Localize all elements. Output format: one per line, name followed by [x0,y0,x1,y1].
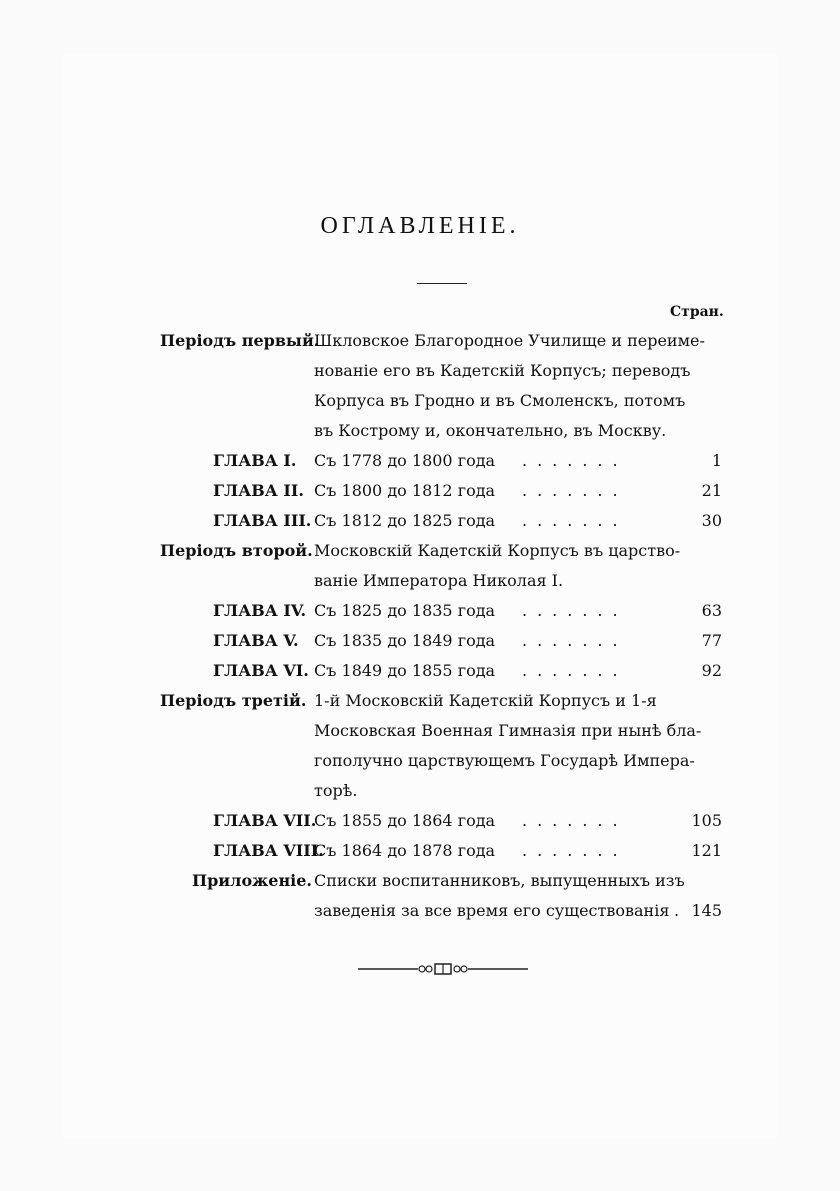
period-2-line-2: ваніе Императора Николая I. [314,571,564,590]
chapter-1-label: ГЛАВА I. [213,451,297,470]
appendix-line-1: Списки воспитанниковъ, выпущенныхъ изъ [314,871,685,890]
period-1-line-3: Корпуса въ Гродно и въ Смоленскъ, потомъ [314,391,686,410]
chapter-8-text: Съ 1864 до 1878 года [314,841,496,860]
chapter-8-page: 121 [691,841,722,860]
chapter-5-leader: ....... [522,631,628,650]
appendix-label: Приложеніе. [192,871,312,890]
chapter-7-text: Съ 1855 до 1864 года [314,811,496,830]
chapter-5-page: 77 [701,631,722,650]
period-3-label: Періодъ третій. [160,691,307,710]
chapter-4-page: 63 [701,601,722,620]
appendix-line-2: заведенія за все время его существованія [314,901,670,920]
chapter-2-leader: ....... [522,481,628,500]
chapter-6-text: Съ 1849 до 1855 года [314,661,496,680]
period-1-line-4: въ Кострому и, окончательно, въ Москву. [314,421,667,440]
chapter-8-label: ГЛАВА VIII. [213,841,324,860]
chapter-2-page: 21 [701,481,722,500]
chapter-3-label: ГЛАВА III. [213,511,312,530]
chapter-7-page: 105 [691,811,722,830]
chapter-6-page: 92 [701,661,722,680]
period-1-line-1: Шкловское Благородное Училище и переиме- [314,331,705,350]
chapter-4-text: Съ 1825 до 1835 года [314,601,496,620]
chapter-4-leader: ....... [522,601,628,620]
chapter-1-text: Съ 1778 до 1800 года [314,451,496,470]
period-1-label: Періодъ первый. [160,331,320,350]
page-title: ОГЛАВЛЕНІЕ. [320,213,520,239]
chapter-1-leader: ....... [522,451,628,470]
period-2-label: Періодъ второй. [160,541,313,560]
period-3-line-4: торѣ. [314,781,358,800]
appendix-leader: . [674,901,680,920]
period-3-line-3: гополучно царствующемъ Государѣ Импера- [314,751,695,770]
chapter-6-label: ГЛАВА VI. [213,661,309,680]
chapter-7-label: ГЛАВА VII. [213,811,317,830]
ornament-divider [358,962,528,976]
period-1-line-2: нованіе его въ Кадетскій Корпусъ; переводъ [314,361,691,380]
chapter-5-label: ГЛАВА V. [213,631,299,650]
chapter-5-text: Съ 1835 до 1849 года [314,631,496,650]
chapter-2-label: ГЛАВА II. [213,481,304,500]
chapter-6-leader: ....... [522,661,628,680]
title-rule [417,283,467,284]
chapter-2-text: Съ 1800 до 1812 года [314,481,496,500]
pages-column-header: Стран. [670,304,724,320]
period-2-line-1: Московскій Кадетскій Корпусъ въ царство- [314,541,681,560]
appendix-page: 145 [691,901,722,920]
period-3-line-2: Московская Военная Гимназія при нынѣ бла- [314,721,702,740]
chapter-7-leader: ....... [522,811,628,830]
chapter-8-leader: ....... [522,841,628,860]
period-3-line-1: 1-й Московскій Кадетскій Корпусъ и 1-я [314,691,657,710]
chapter-3-leader: ....... [522,511,628,530]
chapter-3-page: 30 [701,511,722,530]
chapter-4-label: ГЛАВА IV. [213,601,307,620]
chapter-1-page: 1 [711,451,722,470]
chapter-3-text: Съ 1812 до 1825 года [314,511,496,530]
